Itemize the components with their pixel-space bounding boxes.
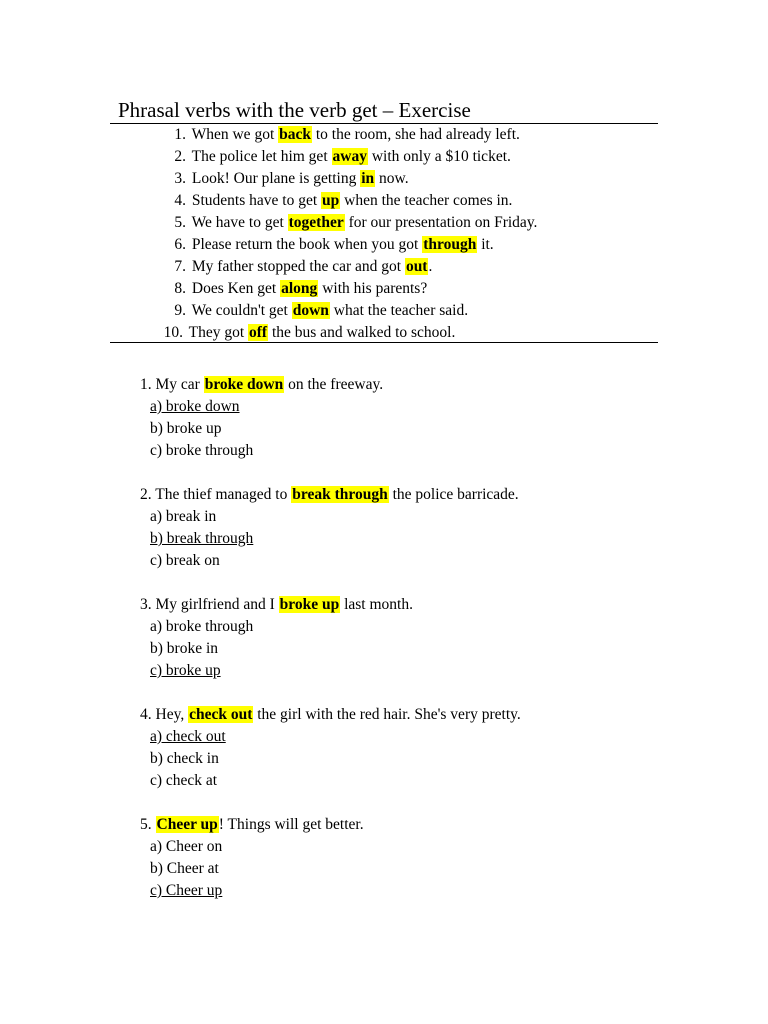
answer-option[interactable] bbox=[140, 616, 521, 638]
exercise-text-before: Please return the book when you got bbox=[191, 236, 423, 253]
answer-option[interactable] bbox=[140, 506, 521, 528]
exercise-number: 9. bbox=[174, 302, 186, 319]
exercise-item bbox=[158, 212, 537, 234]
answer-option-correct[interactable] bbox=[140, 880, 521, 902]
answer-option-label: a) check out bbox=[150, 728, 226, 745]
answer-option-label: a) break in bbox=[150, 508, 217, 525]
question-line bbox=[140, 594, 521, 616]
answer-option-label: a) broke down bbox=[150, 398, 240, 415]
question-text-after: last month. bbox=[340, 596, 413, 613]
question-block bbox=[140, 484, 521, 572]
answer-option[interactable] bbox=[140, 836, 521, 858]
underline-lead bbox=[140, 528, 150, 550]
exercise-text-before: The police let him get bbox=[191, 148, 332, 165]
exercise-divider bbox=[110, 342, 658, 343]
exercise-item bbox=[158, 256, 537, 278]
question-text-after: the police barricade. bbox=[388, 486, 519, 503]
question-text-before: My girlfriend and I bbox=[155, 596, 279, 613]
question-number: 2. bbox=[140, 486, 156, 503]
page-title: Phrasal verbs with the verb get – Exercise bbox=[118, 98, 471, 122]
question-line bbox=[140, 484, 521, 506]
answer-option-label: c) check at bbox=[150, 772, 218, 789]
answer-option[interactable] bbox=[140, 550, 521, 572]
underline-lead bbox=[140, 726, 150, 748]
question-number: 1. bbox=[140, 376, 156, 393]
exercise-text-after: with his parents? bbox=[318, 280, 428, 297]
exercise-highlight-word: together bbox=[288, 214, 344, 231]
exercise-text-after: to the room, she had already left. bbox=[312, 126, 520, 143]
exercise-highlight-word: through bbox=[423, 236, 477, 253]
question-line bbox=[140, 814, 521, 836]
exercise-list bbox=[158, 124, 537, 344]
exercise-item bbox=[158, 190, 537, 212]
exercise-item bbox=[158, 168, 537, 190]
exercise-number: 5. bbox=[174, 214, 186, 231]
question-text-after: on the freeway. bbox=[284, 376, 384, 393]
answer-option-correct[interactable] bbox=[140, 396, 521, 418]
exercise-number: 8. bbox=[174, 280, 186, 297]
exercise-highlight-word: along bbox=[281, 280, 318, 297]
exercise-text-before: Look! Our plane is getting bbox=[191, 170, 361, 187]
underline-lead bbox=[140, 396, 150, 418]
exercise-text-after: . bbox=[428, 258, 433, 275]
exercise-text-after: when the teacher comes in. bbox=[340, 192, 513, 209]
exercise-number: 2. bbox=[174, 148, 186, 165]
exercise-item bbox=[158, 322, 537, 344]
question-block bbox=[140, 814, 521, 902]
exercise-number: 10. bbox=[163, 324, 183, 341]
question-block bbox=[140, 704, 521, 792]
exercise-text-after: for our presentation on Friday. bbox=[344, 214, 538, 231]
exercise-highlight-word: up bbox=[322, 192, 340, 209]
exercise-item bbox=[158, 234, 537, 256]
quiz-section bbox=[140, 374, 521, 924]
exercise-highlight-word: in bbox=[361, 170, 375, 187]
exercise-text-after: the bus and walked to school. bbox=[268, 324, 456, 341]
underline-lead bbox=[140, 660, 150, 682]
exercise-highlight-word: down bbox=[292, 302, 329, 319]
answer-option[interactable] bbox=[140, 440, 521, 462]
question-block bbox=[140, 374, 521, 462]
answer-option-label: b) break through bbox=[150, 530, 254, 547]
answer-option-label: b) broke in bbox=[150, 640, 219, 657]
answer-option-correct[interactable] bbox=[140, 660, 521, 682]
answer-option-label: b) broke up bbox=[150, 420, 222, 437]
question-text-after: ! Things will get better. bbox=[218, 816, 364, 833]
answer-option-correct[interactable] bbox=[140, 528, 521, 550]
answer-option[interactable] bbox=[140, 418, 521, 440]
exercise-text-before: Students have to get bbox=[191, 192, 322, 209]
exercise-number: 3. bbox=[174, 170, 186, 187]
question-text-before: Hey, bbox=[155, 706, 189, 723]
answer-option-label: c) broke up bbox=[150, 662, 221, 679]
exercise-item bbox=[158, 278, 537, 300]
answer-option[interactable] bbox=[140, 638, 521, 660]
exercise-highlight-word: off bbox=[249, 324, 268, 341]
question-highlight-phrase: broke down bbox=[204, 376, 284, 393]
question-line bbox=[140, 704, 521, 726]
exercise-text-before: We have to get bbox=[191, 214, 288, 231]
question-highlight-phrase: check out bbox=[189, 706, 253, 723]
answer-option[interactable] bbox=[140, 770, 521, 792]
exercise-text-before: We couldn't get bbox=[191, 302, 292, 319]
question-block bbox=[140, 594, 521, 682]
exercise-highlight-word: out bbox=[405, 258, 428, 275]
exercise-text-after: now. bbox=[375, 170, 409, 187]
question-highlight-phrase: break through bbox=[292, 486, 388, 503]
answer-option-label: a) broke through bbox=[150, 618, 254, 635]
exercise-item bbox=[158, 300, 537, 322]
exercise-text-before: My father stopped the car and got bbox=[191, 258, 405, 275]
answer-option-label: b) Cheer at bbox=[150, 860, 219, 877]
question-text-after: the girl with the red hair. She's very pretty. bbox=[253, 706, 521, 723]
answer-option-label: c) broke through bbox=[150, 442, 254, 459]
underline-lead bbox=[140, 880, 150, 902]
exercise-text-before: Does Ken get bbox=[191, 280, 281, 297]
exercise-number: 7. bbox=[174, 258, 186, 275]
exercise-text-after: what the teacher said. bbox=[329, 302, 469, 319]
question-number: 3. bbox=[140, 596, 156, 613]
exercise-text-before: When we got bbox=[191, 126, 279, 143]
answer-option-label: b) check in bbox=[150, 750, 219, 767]
question-text-before: The thief managed to bbox=[155, 486, 292, 503]
exercise-highlight-word: back bbox=[279, 126, 311, 143]
answer-option-label: c) Cheer up bbox=[150, 882, 223, 899]
exercise-item bbox=[158, 124, 537, 146]
question-number: 4. bbox=[140, 706, 156, 723]
question-highlight-phrase: broke up bbox=[279, 596, 340, 613]
exercise-number: 4. bbox=[174, 192, 186, 209]
exercise-text-before: They got bbox=[188, 324, 249, 341]
exercise-number: 6. bbox=[174, 236, 186, 253]
question-line bbox=[140, 374, 521, 396]
exercise-text-after: it. bbox=[477, 236, 494, 253]
exercise-text-after: with only a $10 ticket. bbox=[367, 148, 511, 165]
question-number: 5. bbox=[140, 816, 156, 833]
exercise-highlight-word: away bbox=[332, 148, 367, 165]
answer-option-label: c) break on bbox=[150, 552, 220, 569]
question-text-before: My car bbox=[155, 376, 204, 393]
exercise-number: 1. bbox=[174, 126, 186, 143]
answer-option-label: a) Cheer on bbox=[150, 838, 223, 855]
exercise-item bbox=[158, 146, 537, 168]
answer-option-correct[interactable] bbox=[140, 726, 521, 748]
question-highlight-phrase: Cheer up bbox=[156, 816, 218, 833]
answer-option[interactable] bbox=[140, 748, 521, 770]
answer-option[interactable] bbox=[140, 858, 521, 880]
